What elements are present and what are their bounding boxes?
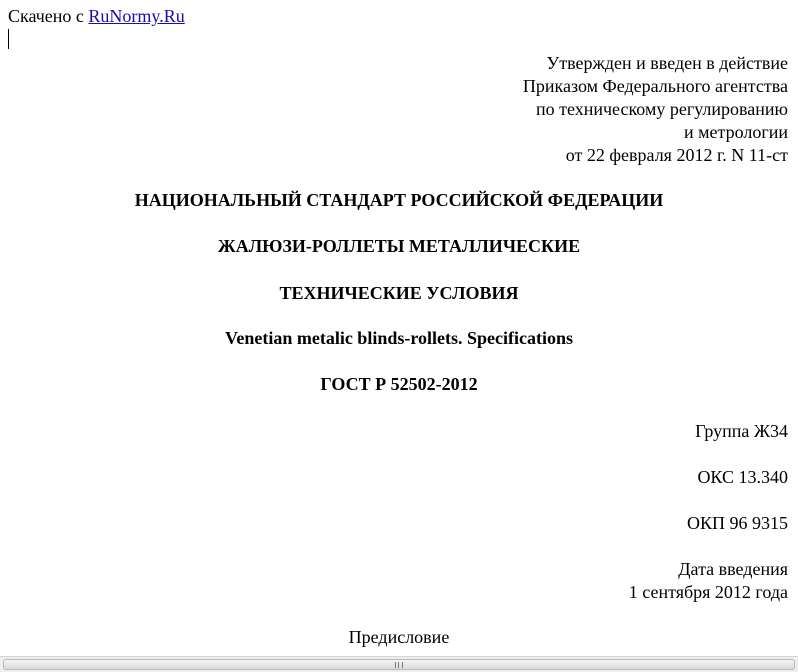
subtitle-heading: ТЕХНИЧЕСКИЕ УСЛОВИЯ — [279, 283, 519, 303]
approval-block — [523, 52, 788, 167]
intro-date-block — [629, 558, 788, 604]
standard-number-heading: ГОСТ Р 52502-2012 — [320, 374, 478, 394]
approval-line: по техническому регулированию — [535, 99, 788, 119]
grip-icon — [395, 662, 403, 668]
source-line — [8, 6, 185, 26]
national-standard-heading: НАЦИОНАЛЬНЫЙ СТАНДАРТ РОССИЙСКОЙ ФЕДЕРАЦИИ — [134, 190, 664, 210]
approval-line: Приказом Федерального агентства — [522, 76, 788, 96]
horizontal-scrollbar[interactable] — [0, 656, 798, 672]
intro-date-label: Дата введения — [678, 559, 788, 579]
intro-date-value: 1 сентября 2012 года — [628, 582, 788, 602]
preface-heading: Предисловие — [348, 627, 450, 647]
scrollbar-thumb[interactable] — [3, 659, 795, 670]
group-code: Группа Ж34 — [695, 421, 788, 441]
runormy-link[interactable]: RuNormy.Ru — [88, 6, 185, 26]
product-title-heading: ЖАЛЮЗИ-РОЛЛЕТЫ МЕТАЛЛИЧЕСКИЕ — [217, 236, 581, 256]
text-cursor — [8, 29, 9, 49]
approval-line: Утвержден и введен в действие — [546, 53, 788, 73]
source-prefix: Скачено с — [8, 6, 84, 26]
okp-code: ОКП 96 9315 — [686, 513, 788, 533]
english-title-heading: Venetian metalic blinds-rollets. Specifications — [225, 328, 573, 348]
approval-line: и метрологии — [684, 122, 788, 142]
oks-code: ОКС 13.340 — [697, 467, 788, 487]
approval-line: от 22 февраля 2012 г. N 11-ст — [565, 145, 788, 165]
